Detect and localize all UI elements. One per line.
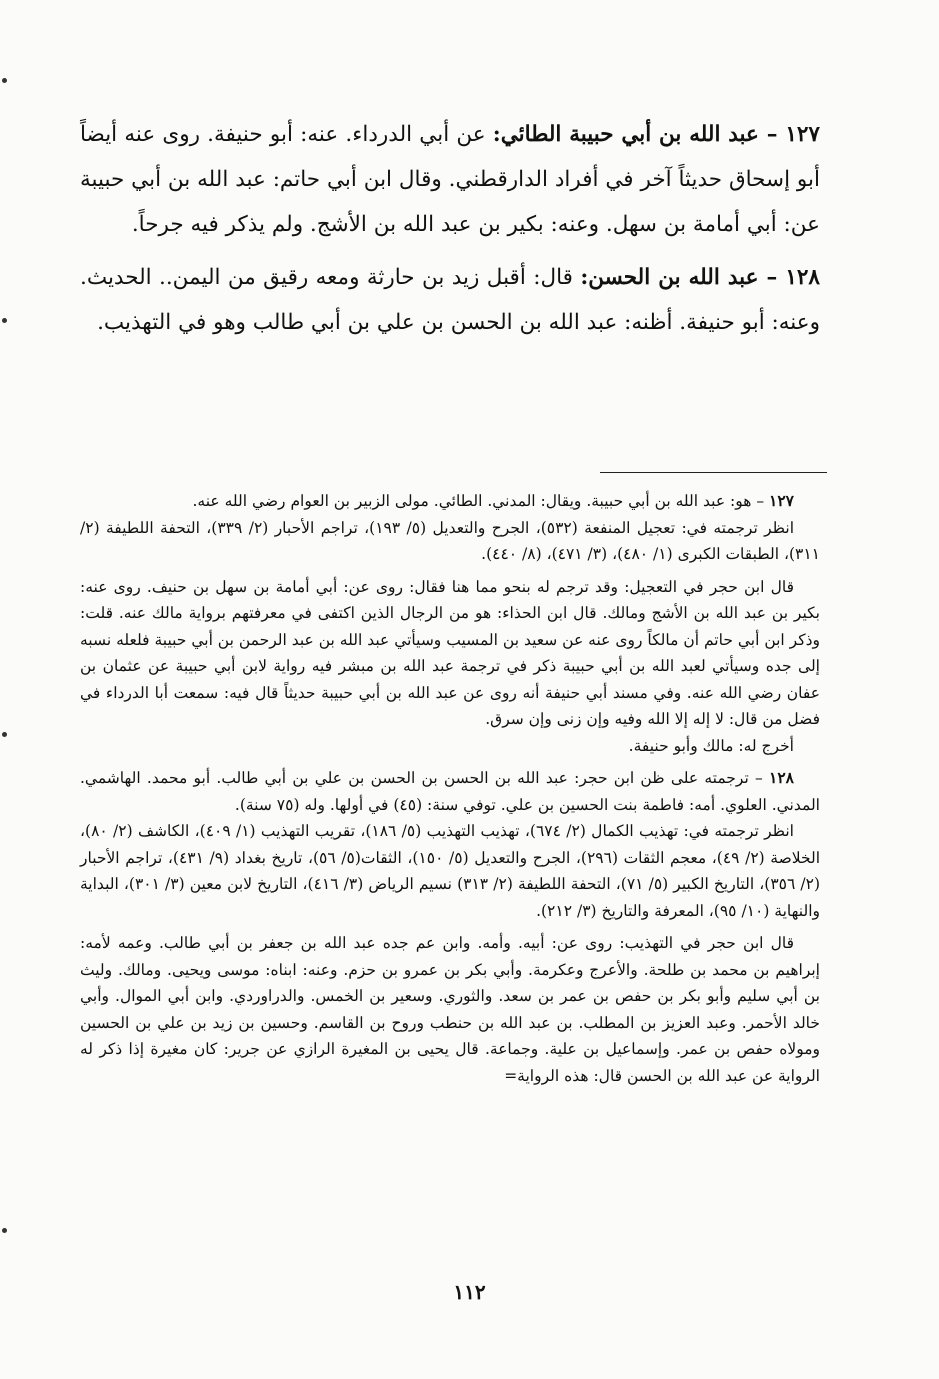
footnote-127-intro: ١٢٧ – هو: عبد الله بن أبي حبيبة. ويقال: المدني. الطائي. مولى الزبير بن العوام رضي الله عنه. [192, 491, 794, 510]
footnotes [80, 488, 820, 1089]
footnote-number: ١٢٧ [769, 491, 794, 510]
footnote-127-takhrij: أخرج له: مالك وأبو حنيفة. [628, 736, 794, 755]
footnote-128-sources: انظر ترجمته في: تهذيب الكمال (٢/ ٦٧٤)، تهذيب التهذيب (٥/ ١٨٦)، تقريب التهذيب (١/ ٤٠٩)، الكاشف (٢/ ٨٠)، الخلاصة (٢/ ٤٩)، معجم الثقات (٢٩٦)، الجرح والتعديل (٥/ ١٥٠)، الثقات(٥/ ٥٦)، تاريخ بغداد (٩/ ٤٣١)، تراجم الأحبار (٢/ ٣٥٦)، التاريخ الكبير (٥/ ٧١)، التحفة اللطيفة (٢/ ٣١٣) نسيم الرياض (٣/ ٤١٦)، التاريخ لابن معين (٣/ ٣٠١)، البداية والنهاية (١٠/ ٩٥)، المعرفة والتاريخ (٣/ ٢١٢). [80, 822, 821, 920]
main-text [80, 112, 820, 345]
footnote-128-quote: قال ابن حجر في التهذيب: روى عن: أبيه. وأمه. وابن عم جده عبد الله بن جعفر بن أبي طالب. وعمه لأمه: إبراهيم بن محمد بن طلحة. والأعرج وعكرمة. وأبي بكر بن عمرو بن حزم. وعنه: ابناه: موسى ويحيى. ومالك. وليث بن أبي سليم وأبو بكر بن حفص بن عمر بن سعد. والثوري. وسعير بن الخمس. والدراوردي. وابن أبي الموال. وأبي خالد الأحمر. وعبد العزيز بن المطلب. بن عبد الله بن حنطب وروح بن القاسم. وحسين بن زيد بن علي بن الحسين ومولاه حفص بن عمر. وإسماعيل بن علية. وجماعة. قال يحيى بن المغيرة الرازي عن جرير: كان مغيرة إذا ذكر له الرواية عن عبد الله بن الحسن قال: هذه الرواية= [80, 934, 820, 1085]
footnote-127-quote: قال ابن حجر في التعجيل: وقد ترجم له بنحو مما هنا فقال: روى عن: أبي أمامة بن سهل بن حنيف. روى عنه: بكير بن عبد الله بن الأشج ومالك. قال ابن الحذاء: هو من الرجال الذين اكتفى في معرفتهم برواية مالك عنه. قلت: وذكر ابن أبي حاتم أن مالكاً روى عنه عن سعيد بن المسيب وسيأتي عبد الله بن عبد الرحمن بن أبي حبيبة فلعله نسبه إلى جده وسيأتي لعبد الله بن أبي حبيبة ذكر في ترجمة عبد الله بن مبشر فيه رواية لابن أبي حبيبة عن عثمان بن عفان رضي الله عنه. وفي مسند أبي حنيفة أنه روى عن عبد الله بن أبي حبيبة حديثاً قال فيه: سمعت أبا الدرداء في فضل من قال: لا إله إلا الله وفيه وإن زنى وإن سرق. [80, 577, 820, 728]
footnote-128-intro: ١٢٨ – ترجمته على ظن ابن حجر: عبد الله بن الحسن بن الحسن بن علي بن أبي طالب. أبو محمد. الهاشمي. المدني. العلوي. أمه: فاطمة بنت الحسين بن علي. توفي سنة: (٤٥) في أولها. وله (٧٥ سنة). [80, 768, 820, 814]
footnote-number: ١٢٨ [769, 768, 794, 787]
entry-heading: عبد الله بن الحسن: [580, 265, 759, 290]
entry-heading: عبد الله بن أبي حبيبة الطائي: [492, 122, 759, 147]
entry-128: ١٢٨ – عبد الله بن الحسن: قال: أقبل زيد بن حارثة ومعه رقيق من اليمن.. الحديث. وعنه: أبو حنيفة. أظنه: عبد الله بن الحسن بن علي بن أبي طالب وهو في التهذيب. [80, 265, 820, 335]
footnote-separator [600, 472, 827, 473]
scan-mark [2, 732, 7, 737]
scan-mark [2, 318, 7, 323]
entry-text: عن أبي الدرداء. عنه: أبو حنيفة. روى عنه أيضاً أبو إسحاق حديثاً آخر في أفراد الدارقطني. وقال ابن أبي حاتم: عبد الله بن أبي حبيبة عن: أبي أمامة بن سهل. وعنه: بكير بن عبد الله بن الأشج. ولم يذكر فيه جرحاً. [80, 122, 820, 237]
entry-text: قال: أقبل زيد بن حارثة ومعه رقيق من اليمن.. الحديث. وعنه: أبو حنيفة. أظنه: عبد الله بن الحسن بن علي بن أبي طالب وهو في التهذيب. [80, 265, 820, 335]
entry-127: ١٢٧ – عبد الله بن أبي حبيبة الطائي: عن أبي الدرداء. عنه: أبو حنيفة. روى عنه أيضاً أبو إسحاق حديثاً آخر في أفراد الدارقطني. وقال ابن أبي حاتم: عبد الله بن أبي حبيبة عن: أبي أمامة بن سهل. وعنه: بكير بن عبد الله بن الأشج. ولم يذكر فيه جرحاً. [80, 122, 820, 237]
footnote-127-sources: انظر ترجمته في: تعجيل المنفعة (٥٣٢)، الجرح والتعديل (٥/ ١٩٣)، تراجم الأحبار (٢/ ٣٣٩)، التحفة اللطيفة (٢/ ٣١١)، الطبقات الكبرى (١/ ٤٨٠)، (٣/ ٤٧١)، (٨/ ٤٤٠). [80, 518, 820, 563]
page-number: ١١٢ [453, 1280, 486, 1304]
scan-mark [2, 1228, 7, 1233]
entry-number: ١٢٨ [785, 265, 820, 290]
entry-number: ١٢٧ [785, 122, 820, 147]
scan-mark [2, 78, 7, 83]
